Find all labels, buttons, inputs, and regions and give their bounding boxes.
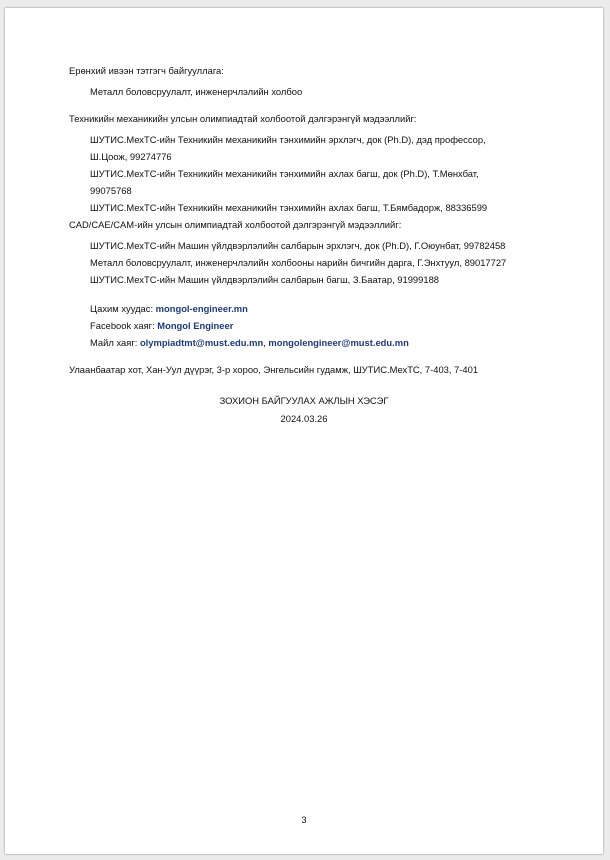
contact-mail-link-2[interactable]: mongolengineer@must.edu.mn — [268, 337, 409, 348]
address-line: Улаанбаатар хот, Хан-Уул дүүрэг, 3-р хороо, Энгельсийн гудамж, ШУТИС.МехТС, 7-403, 7-401 — [69, 364, 479, 375]
contact-fb-link[interactable]: Mongol Engineer — [157, 320, 234, 331]
contact-mail-link-1[interactable]: olympiadtmt@must.edu.mn — [139, 337, 264, 348]
cad-entry-2: Металл боловсруулалт, инженерчлэлийн холбооны нарийн бичгийн дарга, Г.Энхтуул, 89017727 — [90, 257, 507, 268]
tech-mech-heading: Техникийн механикийн улсын олимпиадтай холбоотой дэлгэрэнгүй мэдээллийг: — [69, 113, 417, 124]
page-content — [69, 62, 549, 378]
contact-web-link[interactable]: mongol-engineer.mn — [155, 303, 248, 314]
general-org-value: Металл боловсруулалт, инженерчлэлийн холбоо — [90, 86, 303, 97]
contact-mail-separator: , — [263, 337, 266, 348]
page-number: 3 — [301, 814, 307, 825]
tech-mech-entry-1-line2: Ш.Цоож, 99274776 — [90, 151, 172, 162]
tech-mech-entry-3: ШУТИС.МехТС-ийн Техникийн механикийн тэнхимийн ахлах багш, Т.Бямбадорж, 88336599 — [90, 202, 488, 213]
tech-mech-entry-1-line1: ШУТИС.МехТС-ийн Техникийн механикийн тэнхимийн эрхлэгч, док (Ph.D), дэд профессор, — [90, 134, 486, 145]
cad-entry-1: ШУТИС.МехТС-ийн Машин үйлдвэрлэлийн салбарын эрхлэгч, док (Ph.D), Г.Оюунбат, 99782458 — [90, 240, 506, 251]
cad-entry-3: ШУТИС.МехТС-ийн Машин үйлдвэрлэлийн салбарын багш, З.Баатар, 91999188 — [90, 274, 440, 285]
general-org-heading: Ерөнхий ивээн тэтгэгч байгууллага: — [69, 65, 224, 76]
contact-web-row — [69, 300, 549, 317]
tech-mech-entry-2-line2: 99075768 — [90, 185, 132, 196]
document-page — [5, 8, 603, 854]
contact-web-label: Цахим хуудас: — [90, 303, 154, 314]
footer-org-title: ЗОХИОН БАЙГУУЛАХ АЖЛЫН ХЭСЭГ — [219, 395, 389, 406]
footer-org-date: 2024.03.26 — [280, 413, 328, 424]
contact-fb-row — [69, 317, 549, 334]
cad-heading: CAD/CAE/CAM-ийн улсын олимпиадтай холбоотой дэлгэрэнгүй мэдээллийг: — [69, 219, 402, 230]
contact-mail-row — [69, 334, 549, 351]
contact-mail-label: Майл хаяг: — [90, 337, 138, 348]
contact-fb-label: Facebook хаяг: — [90, 320, 155, 331]
tech-mech-entry-2-line1: ШУТИС.МехТС-ийн Техникийн механикийн тэнхимийн ахлах багш, док (Ph.D), Т.Мөнхбат, — [90, 168, 479, 179]
